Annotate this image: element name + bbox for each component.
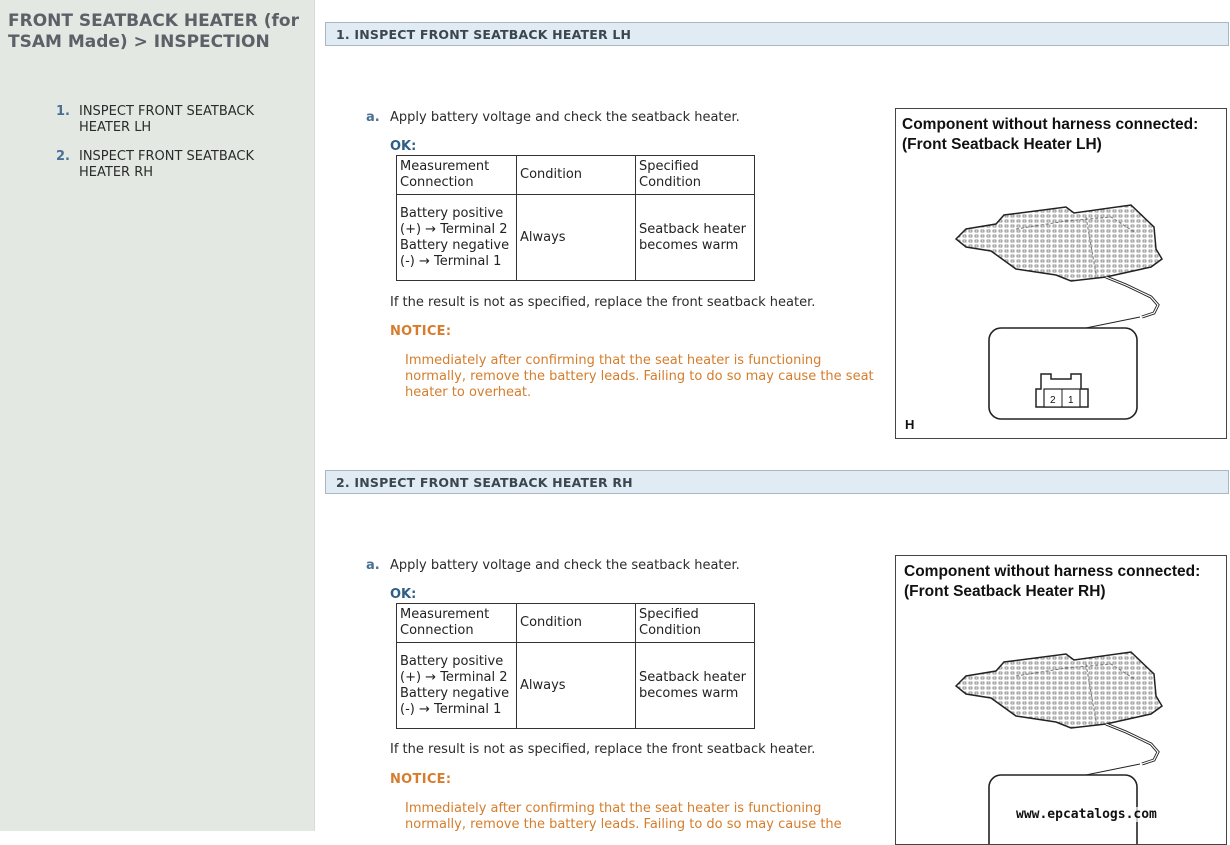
result-text: If the result is not as specified, replace the front seatback heater. [390,742,816,757]
pin-label-1: 1 [1068,395,1074,406]
table-row [397,195,755,281]
heater-pad-shape [956,652,1162,728]
result-text: If the result is not as specified, replace the front seatback heater. [390,295,816,310]
toc-item-lh[interactable] [56,104,306,136]
notice-label: NOTICE: [390,772,452,787]
seatback-heater-illustration [896,556,1227,845]
toc-item-link[interactable]: INSPECT FRONT SEATBACK HEATER RH [79,149,255,180]
diagram-title-line: (Front Seatback Heater RH) [904,583,1106,600]
notice-text: Immediately after confirming that the seat heater is functioning normally, remove the battery leads. Failing to do so may cause the seat heater to overheat. [405,353,874,400]
table-cell: Always [517,643,636,729]
table-cell: Battery positive (+) → Terminal 2 Battery negative (-) → Terminal 1 [397,195,517,281]
diagram-title-line: (Front Seatback Heater LH) [902,136,1102,153]
table-header-row [397,156,755,195]
section-header-rh: 2. INSPECT FRONT SEATBACK HEATER RH [325,470,1229,494]
step-letter: a. [366,110,380,125]
table-of-contents [56,104,306,194]
toc-item-link[interactable]: INSPECT FRONT SEATBACK HEATER LH [79,104,255,135]
section-header-lh: 1. INSPECT FRONT SEATBACK HEATER LH [325,22,1229,46]
page-title: FRONT SEATBACK HEATER (for TSAM Made) > INSPECTION [8,11,299,52]
step-letter: a. [366,558,380,573]
toc-item-rh[interactable] [56,149,306,181]
toc-item-number: 2. [56,149,70,164]
table-header-row [397,604,755,643]
specification-table [396,603,755,729]
table-header-cell: Specified Condition [636,604,755,643]
table-header-cell: Measurement Connection [397,604,517,643]
notice-text: Immediately after confirming that the seat heater is functioning normally, remove the battery leads. Failing to do so may cause the [405,801,842,832]
step-rh [366,558,886,838]
diagram-code: H [905,417,915,432]
ok-label: OK: [390,139,417,154]
pin-label-2: 2 [1050,395,1056,406]
watermark: www.epcatalogs.com [1016,807,1157,822]
table-header-cell: Specified Condition [636,156,755,195]
toc-item-number: 1. [56,104,70,119]
table-cell: Always [517,195,636,281]
step-instruction: Apply battery voltage and check the seatback heater. [390,558,740,573]
sidebar [0,0,315,831]
table-row [397,643,755,729]
table-cell: Seatback heater becomes warm [636,643,755,729]
ok-label: OK: [390,587,417,602]
step-lh [366,110,886,410]
heater-pad-shape [956,205,1162,281]
table-cell: Battery positive (+) → Terminal 2 Battery negative (-) → Terminal 1 [397,643,517,729]
table-header-cell: Condition [517,604,636,643]
specification-table [396,155,755,281]
notice-label: NOTICE: [390,324,452,339]
table-header-cell: Condition [517,156,636,195]
step-instruction: Apply battery voltage and check the seatback heater. [390,110,740,125]
seatback-heater-illustration [896,109,1227,439]
connector-diagram-rh [895,555,1227,845]
diagram-title-line: Component without harness connected: [904,563,1201,580]
connector-diagram-lh [895,108,1227,439]
table-cell: Seatback heater becomes warm [636,195,755,281]
table-header-cell: Measurement Connection [397,156,517,195]
diagram-title-line: Component without harness connected: [902,116,1199,133]
